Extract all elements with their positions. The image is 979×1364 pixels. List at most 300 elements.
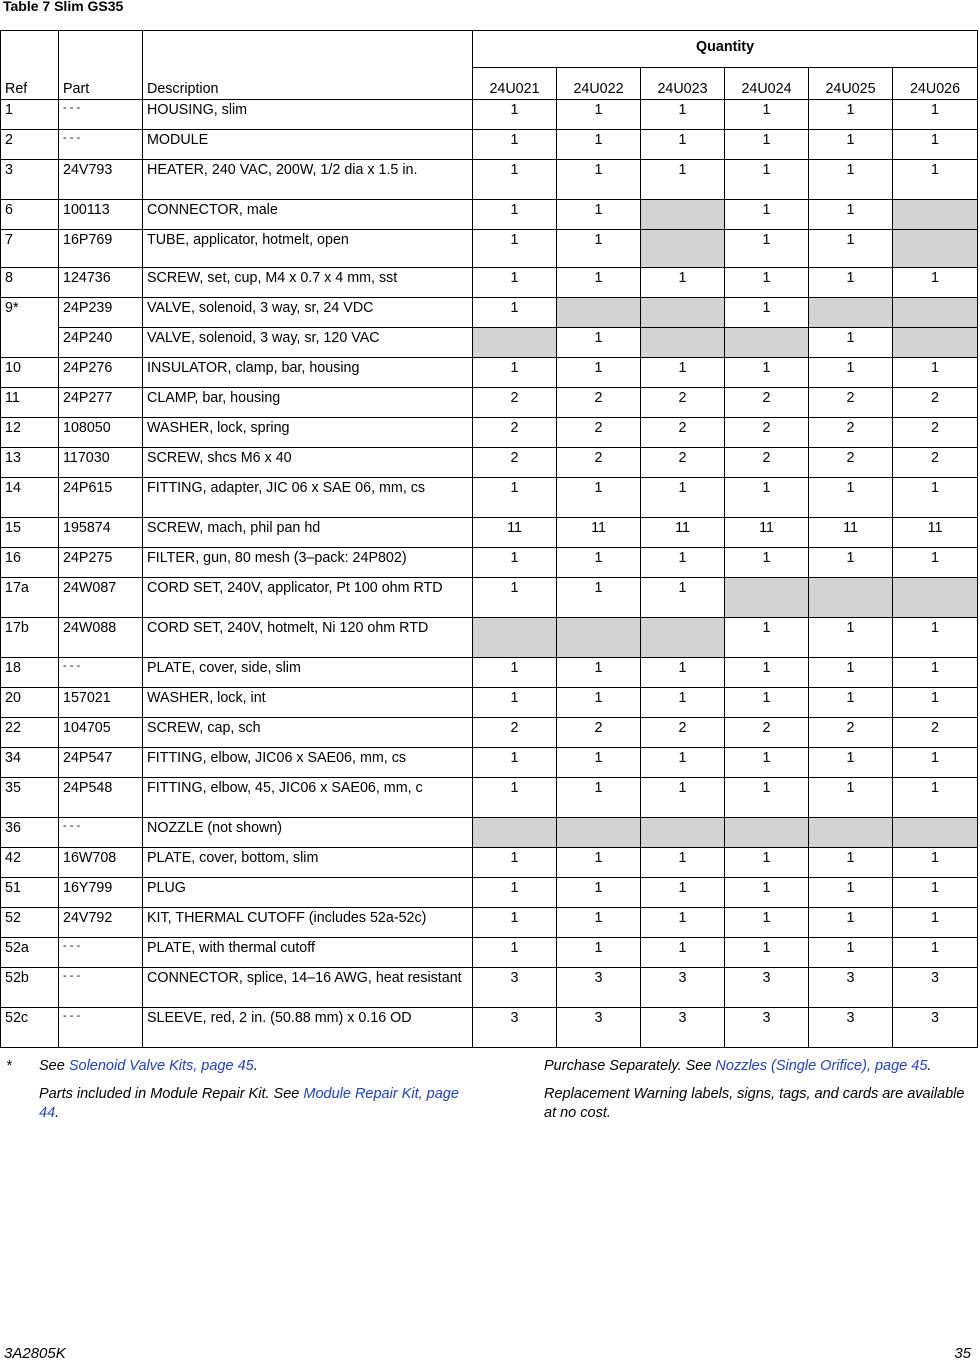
cell-quantity: 1 — [725, 100, 809, 130]
cell-part: - - - — [59, 1008, 143, 1048]
header-model-24u025: 24U025 — [809, 68, 893, 100]
cell-quantity — [557, 618, 641, 658]
cell-quantity: 1 — [557, 328, 641, 358]
cell-quantity: 11 — [641, 518, 725, 548]
table-row — [1, 718, 978, 748]
cell-quantity: 1 — [893, 618, 978, 658]
cell-quantity: 1 — [557, 688, 641, 718]
table-row — [1, 818, 978, 848]
cell-description: HOUSING, slim — [143, 100, 473, 130]
cell-quantity: 2 — [725, 388, 809, 418]
table-row — [1, 908, 978, 938]
cell-quantity: 2 — [893, 718, 978, 748]
cell-quantity: 1 — [893, 358, 978, 388]
cell-description: PLUG — [143, 878, 473, 908]
cell-description: SCREW, cap, sch — [143, 718, 473, 748]
cell-quantity: 2 — [641, 418, 725, 448]
cell-quantity — [893, 200, 978, 230]
cell-quantity: 1 — [809, 908, 893, 938]
cell-quantity: 2 — [893, 418, 978, 448]
cell-description: FITTING, elbow, JIC06 x SAE06, mm, cs — [143, 748, 473, 778]
cell-quantity: 2 — [809, 448, 893, 478]
cell-quantity: 1 — [893, 160, 978, 200]
cell-quantity: 1 — [893, 658, 978, 688]
cell-part: 24P547 — [59, 748, 143, 778]
cell-quantity: 1 — [725, 358, 809, 388]
cell-description: FITTING, elbow, 45, JIC06 x SAE06, mm, c — [143, 778, 473, 818]
cell-quantity: 2 — [557, 418, 641, 448]
cell-part: 24P615 — [59, 478, 143, 518]
cell-quantity — [641, 230, 725, 268]
cell-quantity: 2 — [641, 448, 725, 478]
cell-part: 24P548 — [59, 778, 143, 818]
nozzles-link[interactable]: Nozzles (Single Orifice), page 45 — [715, 1058, 928, 1074]
table-row — [1, 578, 978, 618]
table-row — [1, 448, 978, 478]
cell-part: 24W087 — [59, 578, 143, 618]
cell-ref: 52 — [1, 908, 59, 938]
cell-quantity: 1 — [557, 478, 641, 518]
cell-quantity: 1 — [725, 268, 809, 298]
cell-quantity: 2 — [557, 388, 641, 418]
header-model-24u024: 24U024 — [725, 68, 809, 100]
cell-quantity — [893, 298, 978, 328]
cell-ref: 34 — [1, 748, 59, 778]
cell-quantity: 3 — [473, 1008, 557, 1048]
cell-quantity: 1 — [893, 130, 978, 160]
cell-description: CLAMP, bar, housing — [143, 388, 473, 418]
cell-quantity: 2 — [893, 388, 978, 418]
note-module-end: . — [55, 1105, 60, 1122]
cell-quantity: 1 — [557, 938, 641, 968]
cell-description: KIT, THERMAL CUTOFF (includes 52a-52c) — [143, 908, 473, 938]
cell-quantity: 11 — [809, 518, 893, 548]
cell-description: SCREW, set, cup, M4 x 0.7 x 4 mm, sst — [143, 268, 473, 298]
cell-quantity: 1 — [473, 688, 557, 718]
cell-description: FITTING, adapter, JIC 06 x SAE 06, mm, cs — [143, 478, 473, 518]
cell-quantity: 1 — [641, 100, 725, 130]
cell-quantity: 1 — [641, 878, 725, 908]
cell-quantity: 1 — [725, 778, 809, 818]
cell-quantity: 1 — [809, 100, 893, 130]
table-row — [1, 130, 978, 160]
cell-quantity: 11 — [557, 518, 641, 548]
cell-part: 16P769 — [59, 230, 143, 268]
cell-quantity: 1 — [725, 938, 809, 968]
cell-quantity: 3 — [893, 968, 978, 1008]
table-row — [1, 938, 978, 968]
cell-ref: 17a — [1, 578, 59, 618]
cell-quantity — [893, 818, 978, 848]
cell-quantity: 2 — [809, 388, 893, 418]
cell-quantity: 3 — [725, 968, 809, 1008]
cell-quantity: 3 — [557, 968, 641, 1008]
cell-quantity: 1 — [725, 658, 809, 688]
cell-quantity — [725, 818, 809, 848]
cell-quantity — [893, 328, 978, 358]
note-module — [6, 1085, 476, 1124]
cell-quantity: 1 — [473, 200, 557, 230]
header-description: Description — [143, 31, 473, 100]
cell-ref: 52b — [1, 968, 59, 1008]
cell-quantity: 1 — [893, 100, 978, 130]
header-part: Part — [59, 31, 143, 100]
cell-quantity: 1 — [641, 748, 725, 778]
cell-quantity — [893, 230, 978, 268]
cell-quantity: 1 — [809, 160, 893, 200]
cell-ref: 14 — [1, 478, 59, 518]
cell-quantity: 2 — [473, 388, 557, 418]
cell-quantity: 1 — [641, 548, 725, 578]
header-ref: Ref — [1, 31, 59, 100]
cell-ref: 52a — [1, 938, 59, 968]
table-row — [1, 878, 978, 908]
cell-quantity: 1 — [725, 230, 809, 268]
cell-part: 117030 — [59, 448, 143, 478]
cell-quantity: 1 — [809, 848, 893, 878]
cell-quantity — [725, 328, 809, 358]
cell-quantity: 1 — [809, 748, 893, 778]
cell-part: 24P275 — [59, 548, 143, 578]
cell-quantity: 3 — [893, 1008, 978, 1048]
cell-part: 24V793 — [59, 160, 143, 200]
cell-quantity: 2 — [893, 448, 978, 478]
cell-ref: 36 — [1, 818, 59, 848]
cell-quantity: 1 — [473, 548, 557, 578]
notes-left — [6, 1057, 476, 1132]
cell-quantity: 2 — [809, 718, 893, 748]
cell-part: - - - — [59, 130, 143, 160]
cell-quantity: 1 — [557, 548, 641, 578]
cell-quantity: 11 — [473, 518, 557, 548]
cell-quantity: 1 — [725, 878, 809, 908]
cell-quantity: 1 — [557, 200, 641, 230]
cell-part: 24V792 — [59, 908, 143, 938]
cell-ref: 52c — [1, 1008, 59, 1048]
cell-ref: 11 — [1, 388, 59, 418]
cell-description: CONNECTOR, male — [143, 200, 473, 230]
cell-quantity: 1 — [557, 160, 641, 200]
cell-quantity: 1 — [473, 938, 557, 968]
table-row — [1, 328, 978, 358]
cell-quantity: 1 — [725, 548, 809, 578]
cell-quantity: 1 — [809, 130, 893, 160]
cell-quantity: 1 — [641, 688, 725, 718]
cell-quantity: 1 — [893, 908, 978, 938]
cell-ref: 7 — [1, 230, 59, 268]
cell-quantity: 1 — [557, 578, 641, 618]
cell-quantity — [641, 298, 725, 328]
table-body — [1, 100, 978, 1048]
cell-ref: 17b — [1, 618, 59, 658]
parts-table — [0, 30, 978, 1048]
header-model-24u026: 24U026 — [893, 68, 978, 100]
note-solenoid — [6, 1057, 476, 1077]
cell-quantity: 1 — [725, 748, 809, 778]
cell-quantity: 1 — [473, 298, 557, 328]
table-row — [1, 358, 978, 388]
cell-quantity: 1 — [557, 908, 641, 938]
cell-quantity: 1 — [641, 268, 725, 298]
cell-quantity: 1 — [641, 848, 725, 878]
cell-quantity: 1 — [809, 200, 893, 230]
cell-quantity: 3 — [809, 1008, 893, 1048]
cell-quantity — [557, 298, 641, 328]
cell-quantity: 1 — [893, 748, 978, 778]
cell-description: PLATE, cover, bottom, slim — [143, 848, 473, 878]
cell-quantity — [641, 818, 725, 848]
cell-quantity: 1 — [641, 358, 725, 388]
cell-quantity — [473, 328, 557, 358]
header-quantity: Quantity — [473, 31, 978, 68]
cell-description: VALVE, solenoid, 3 way, sr, 24 VDC — [143, 298, 473, 328]
cell-quantity: 3 — [641, 968, 725, 1008]
cell-quantity: 11 — [725, 518, 809, 548]
cell-quantity: 1 — [809, 778, 893, 818]
cell-quantity: 1 — [473, 748, 557, 778]
cell-quantity: 1 — [473, 478, 557, 518]
cell-quantity: 1 — [557, 268, 641, 298]
cell-description: WASHER, lock, spring — [143, 418, 473, 448]
cell-quantity: 1 — [473, 130, 557, 160]
header-model-24u022: 24U022 — [557, 68, 641, 100]
cell-quantity: 1 — [473, 908, 557, 938]
cell-quantity: 1 — [473, 578, 557, 618]
cell-part: 24P240 — [59, 328, 143, 358]
cell-description: CORD SET, 240V, hotmelt, Ni 120 ohm RTD — [143, 618, 473, 658]
cell-quantity — [641, 618, 725, 658]
cell-ref: 42 — [1, 848, 59, 878]
cell-quantity: 1 — [557, 230, 641, 268]
note-purchase-end: . — [927, 1058, 932, 1074]
cell-quantity: 2 — [557, 448, 641, 478]
cell-description: PLATE, cover, side, slim — [143, 658, 473, 688]
cell-quantity — [893, 578, 978, 618]
cell-description: FILTER, gun, 80 mesh (3–pack: 24P802) — [143, 548, 473, 578]
cell-quantity: 1 — [473, 848, 557, 878]
cell-ref: 6 — [1, 200, 59, 230]
cell-quantity: 1 — [725, 160, 809, 200]
table-row — [1, 200, 978, 230]
table-row — [1, 388, 978, 418]
cell-quantity: 2 — [725, 418, 809, 448]
cell-ref: 12 — [1, 418, 59, 448]
cell-quantity: 1 — [557, 100, 641, 130]
cell-quantity — [557, 818, 641, 848]
cell-quantity: 1 — [641, 778, 725, 818]
cell-ref: 8 — [1, 268, 59, 298]
cell-quantity: 1 — [473, 358, 557, 388]
cell-quantity: 1 — [473, 160, 557, 200]
cell-part: 195874 — [59, 518, 143, 548]
table-row — [1, 478, 978, 518]
cell-quantity: 2 — [725, 448, 809, 478]
cell-ref: 22 — [1, 718, 59, 748]
cell-ref: 35 — [1, 778, 59, 818]
cell-quantity: 1 — [557, 658, 641, 688]
cell-quantity: 1 — [641, 658, 725, 688]
cell-quantity: 1 — [725, 478, 809, 518]
cell-quantity: 1 — [557, 778, 641, 818]
cell-description: INSULATOR, clamp, bar, housing — [143, 358, 473, 388]
cell-quantity: 1 — [809, 268, 893, 298]
cell-quantity: 1 — [641, 130, 725, 160]
note-module-text: Parts included in Module Repair Kit. See — [39, 1085, 304, 1102]
note-purchase-text: Purchase Separately. See — [544, 1058, 716, 1074]
cell-quantity: 1 — [641, 908, 725, 938]
table-row — [1, 688, 978, 718]
cell-quantity: 1 — [473, 658, 557, 688]
note-purchase — [544, 1057, 974, 1077]
cell-ref: 3 — [1, 160, 59, 200]
cell-part: 157021 — [59, 688, 143, 718]
cell-ref: 20 — [1, 688, 59, 718]
cell-quantity: 3 — [809, 968, 893, 1008]
cell-quantity: 1 — [473, 778, 557, 818]
cell-part: - - - — [59, 658, 143, 688]
cell-quantity: 1 — [809, 878, 893, 908]
cell-quantity: 1 — [641, 160, 725, 200]
cell-quantity: 1 — [641, 578, 725, 618]
cell-quantity: 1 — [557, 748, 641, 778]
cell-ref: 9* — [1, 298, 59, 358]
cell-quantity: 1 — [557, 848, 641, 878]
cell-description: PLATE, with thermal cutoff — [143, 938, 473, 968]
table-row — [1, 778, 978, 818]
cell-part: - - - — [59, 100, 143, 130]
cell-part: - - - — [59, 938, 143, 968]
cell-quantity: 1 — [809, 230, 893, 268]
cell-ref: 18 — [1, 658, 59, 688]
header-model-24u023: 24U023 — [641, 68, 725, 100]
cell-quantity: 1 — [893, 548, 978, 578]
module-repair-kit-link[interactable]: Module Repair Kit, page 44 — [39, 1085, 459, 1122]
table-row — [1, 548, 978, 578]
cell-quantity: 11 — [893, 518, 978, 548]
cell-ref: 10 — [1, 358, 59, 388]
cell-quantity: 2 — [473, 418, 557, 448]
cell-quantity: 1 — [557, 358, 641, 388]
note-solenoid-end: . — [253, 1058, 258, 1074]
table-row — [1, 160, 978, 200]
solenoid-valve-kits-link[interactable]: Solenoid Valve Kits, page 45 — [68, 1058, 254, 1074]
table-row — [1, 298, 978, 328]
cell-quantity: 3 — [641, 1008, 725, 1048]
cell-description: TUBE, applicator, hotmelt, open — [143, 230, 473, 268]
cell-quantity: 2 — [473, 448, 557, 478]
cell-quantity — [473, 818, 557, 848]
table-caption: Table 7 Slim GS35 — [3, 0, 124, 14]
cell-quantity — [641, 200, 725, 230]
table-row — [1, 230, 978, 268]
table-row — [1, 418, 978, 448]
cell-quantity — [809, 818, 893, 848]
cell-quantity: 1 — [473, 100, 557, 130]
cell-quantity: 1 — [893, 778, 978, 818]
cell-quantity — [725, 578, 809, 618]
table-row — [1, 518, 978, 548]
cell-quantity: 1 — [473, 230, 557, 268]
cell-quantity: 1 — [725, 298, 809, 328]
cell-quantity: 1 — [893, 878, 978, 908]
cell-part: 16W708 — [59, 848, 143, 878]
cell-part: 108050 — [59, 418, 143, 448]
cell-ref: 1 — [1, 100, 59, 130]
notes-right — [544, 1057, 974, 1132]
table-row — [1, 268, 978, 298]
cell-quantity — [641, 328, 725, 358]
cell-part: 124736 — [59, 268, 143, 298]
cell-description: SLEEVE, red, 2 in. (50.88 mm) x 0.16 OD — [143, 1008, 473, 1048]
cell-quantity: 1 — [893, 848, 978, 878]
cell-quantity: 1 — [809, 328, 893, 358]
cell-quantity — [809, 298, 893, 328]
cell-quantity: 1 — [809, 358, 893, 388]
cell-description: NOZZLE (not shown) — [143, 818, 473, 848]
cell-quantity: 1 — [893, 688, 978, 718]
table-row — [1, 1008, 978, 1048]
cell-quantity: 1 — [641, 938, 725, 968]
cell-quantity: 2 — [809, 418, 893, 448]
cell-quantity: 2 — [641, 388, 725, 418]
cell-quantity: 1 — [473, 268, 557, 298]
cell-quantity: 1 — [725, 130, 809, 160]
table-header — [1, 31, 978, 100]
note-solenoid-text: See — [39, 1058, 69, 1074]
page-number: 35 — [954, 1345, 971, 1362]
cell-quantity: 2 — [557, 718, 641, 748]
cell-quantity: 1 — [473, 878, 557, 908]
cell-quantity: 3 — [557, 1008, 641, 1048]
cell-quantity: 1 — [809, 478, 893, 518]
cell-description: CORD SET, 240V, applicator, Pt 100 ohm RTD — [143, 578, 473, 618]
cell-quantity — [809, 578, 893, 618]
cell-part: 24P276 — [59, 358, 143, 388]
cell-description: WASHER, lock, int — [143, 688, 473, 718]
cell-part: 24P277 — [59, 388, 143, 418]
cell-ref: 2 — [1, 130, 59, 160]
cell-quantity: 1 — [809, 688, 893, 718]
cell-description: SCREW, shcs M6 x 40 — [143, 448, 473, 478]
cell-quantity: 1 — [809, 938, 893, 968]
cell-part: 100113 — [59, 200, 143, 230]
cell-quantity: 2 — [725, 718, 809, 748]
cell-quantity: 1 — [893, 268, 978, 298]
table-row — [1, 618, 978, 658]
cell-ref: 13 — [1, 448, 59, 478]
cell-quantity: 1 — [725, 200, 809, 230]
cell-part: 16Y799 — [59, 878, 143, 908]
cell-part: 24W088 — [59, 618, 143, 658]
table-row — [1, 100, 978, 130]
note-asterisk: * — [6, 1058, 12, 1074]
cell-part: 24P239 — [59, 298, 143, 328]
table-row — [1, 748, 978, 778]
cell-quantity: 2 — [473, 718, 557, 748]
table-row — [1, 848, 978, 878]
cell-part: 104705 — [59, 718, 143, 748]
cell-part: - - - — [59, 968, 143, 1008]
table-row — [1, 658, 978, 688]
cell-quantity: 1 — [809, 548, 893, 578]
cell-ref: 16 — [1, 548, 59, 578]
cell-quantity: 1 — [893, 478, 978, 518]
cell-description: SCREW, mach, phil pan hd — [143, 518, 473, 548]
cell-quantity: 1 — [725, 848, 809, 878]
cell-quantity: 1 — [557, 878, 641, 908]
cell-part: - - - — [59, 818, 143, 848]
cell-ref: 15 — [1, 518, 59, 548]
